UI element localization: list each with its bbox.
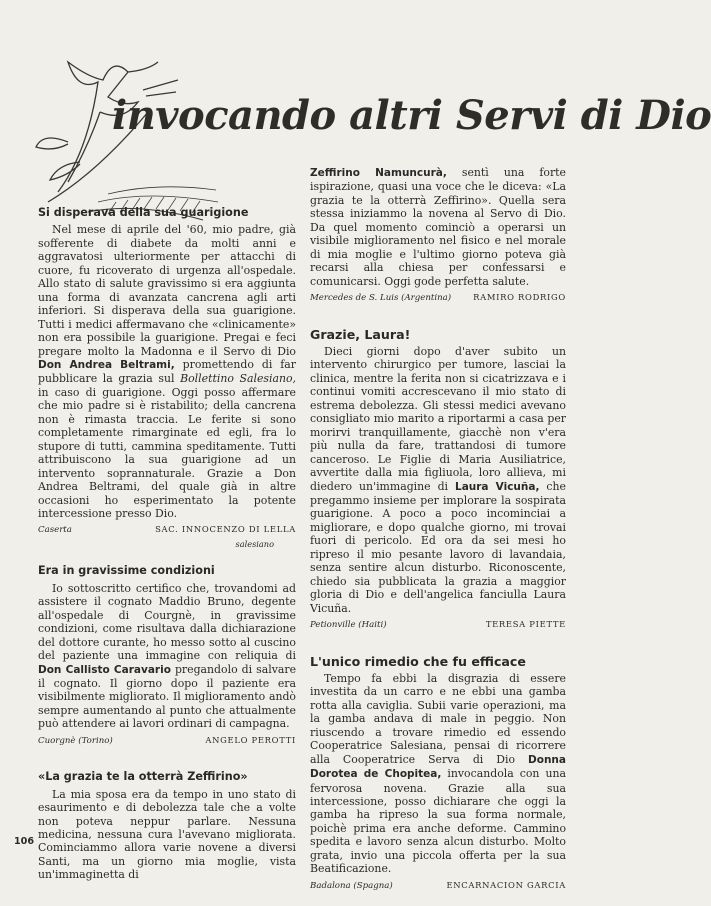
article-title: Si disperava della sua guarigione: [38, 206, 249, 219]
spacer: [38, 551, 296, 564]
article-body: [310, 345, 566, 615]
signature-author: TERESA PIETTE: [485, 619, 566, 630]
signature-place: Badalona (Spagna): [310, 880, 393, 891]
signature-author: SAC. INNOCENZO DI LELLA: [155, 524, 296, 535]
spacer: [38, 748, 296, 770]
signature: [38, 523, 296, 537]
publication-name: Bollettino Salesiano,: [180, 372, 296, 386]
servant-name: Donna Dorotea de Chopitea,: [310, 753, 566, 781]
spacer: [310, 633, 566, 655]
page-headline: invocando altri Servi di Dio: [112, 92, 711, 139]
signature-place: Caserta: [38, 525, 72, 536]
page-number: 106: [14, 836, 35, 847]
body-text: Tempo fa ebbi la disgrazia di essere investita da un carro e ne ebbi una gamba rotta alla caviglia. Subii varie operazioni, ma la gamba andava di male in peggio. Non riuscendo a trovare rimedio ed essendo Cooperatrice Salesiana, pensai di ricorrere alla Cooperatrice Serva di Dio: [310, 671, 566, 766]
signature: [310, 618, 566, 632]
body-text: Dieci giorni dopo d'aver subito un intervento chirurgico per tumore, lasciai la clinica, mentre la ferita non si cicatrizzava e i continui vomiti accrescevano il mio stato di estrema debolezza. Gli stessi medici avevano consigliato mio marito a riportarmi a casa per morirvi tranquillamente, giacchè non v'era più nulla da fare, trattandosi di tumore canceroso. Le Figlie di Maria Ausiliatrice, avvertite dalla mia figliuola, loro allieva, mi diedero un'immagine di: [310, 344, 566, 493]
signature: [310, 879, 566, 893]
body-text: invocandola con una fervorosa novena. Grazie alla sua intercessione, posso dichiarare che oggi la gamba ha ripreso la sua forma normale, poichè prima era anche deforme. Cammino spedita e lavoro senza alcun disturbo. Molto grata, invio una piccola offerta per la sua Beatificazione.: [310, 767, 566, 876]
article-title: L'unico rimedio che fu efficace: [310, 653, 526, 669]
article-body: [38, 582, 296, 731]
signature-author: RAMIRO RODRIGO: [473, 292, 566, 303]
article-title: «La grazia te la otterrà Zeffirino»: [38, 770, 248, 784]
body-text: promettendo di far pubblicare la grazia sul: [38, 357, 296, 386]
article-body: [38, 223, 296, 520]
article-si-disperava: [38, 206, 296, 551]
servant-name: Don Callisto Caravario: [38, 663, 171, 676]
body-text: pregandolo di salvare il cognato. Il giorno dopo il paziente era visibilmente migliorato. Il miglioramento andò sempre aumentando al punto che attualmente può attendere ai lavori ordinari di campagna.: [38, 662, 297, 731]
article-body: [38, 788, 296, 882]
servant-name: Laura Vicuña,: [455, 480, 540, 493]
signature: [310, 291, 566, 305]
body-text: La mia sposa era da tempo in uno stato di esaurimento e di debolezza tale che a volte non poteva neppur parlare. Nessuna medicina, nessuna cura l'avevano migliorata. Cominciammo allora varie novene a diversi Santi, ma un giorno mia moglie, vista un'immaginetta di: [38, 787, 296, 882]
article-zeffirino: [38, 770, 296, 882]
article-unico-rimedio: [310, 655, 566, 894]
signature: [38, 734, 296, 748]
body-text: Io sottoscritto certifico che, trovandomi ad assistere il cognato Maddio Bruno, degente all'ospedale di Courgnè, in gravissime condizioni, come risultava dalla dichiarazione del dottore curante, ho messo sotto al cuscino del paziente una immagine con reliquia di: [38, 581, 296, 663]
body-text: in caso di guarigione. Oggi posso affermare che mio padre si è ristabilito; della cancrena non è rimasta traccia. Le ferite si sono completamente rimarginate ed egli, fra lo stupore di tutti, cammina speditamente. Tutti attribuiscono la sua guarigione ad un intervento soprannaturale. Grazie a Don Andrea Beltrami, del quale già in altre occasioni ho esperimentato la potente intercessione presso Dio.: [38, 385, 296, 520]
signature-place: Petionville (Haiti): [310, 620, 387, 631]
signature-place: Cuorgnè (Torino): [38, 735, 113, 746]
article-body: [310, 672, 566, 876]
signature-role: salesiano: [235, 538, 274, 549]
article-gravissime: [38, 564, 296, 748]
article-body-continued: [310, 166, 566, 288]
body-text: che pregammo insieme per implorare la sospirata guarigione. A poco a poco incominciai a migliorare, e dopo qualche giorno, mi trovai fuori di pericolo. Ed ora da sei mesi ho ripreso il mio pesante lavoro di lavandaia, senza sentire alcun disturbo. Riconoscente, chiedo sia pubblicata la grazia a maggior gloria di Dio e dell'angelica fanciulla Laura Vicuña.: [310, 479, 566, 615]
article-title: Era in gravissime condizioni: [38, 564, 215, 578]
servant-name: Zeffirino Namuncurà,: [310, 167, 447, 179]
body-text: Nel mese di aprile del '60, mio padre, già sofferente di diabete da molti anni e aggravatosi ulteriormente per attacchi di cuore, fu ricoverato di urgenza all'ospedale. Allo stato di salute gravissimo si era aggiunta una forma di avanzata cancrena agli arti inferiori. Si disperava della sua guarigione. Tutti i medici affermavano che «clinicamente» non era possibile la guarigione. Pregai e feci pregare molto la Madonna e il Servo di Dio: [38, 223, 296, 358]
signature-place: Mercedes de S. Luis (Argentina): [310, 293, 452, 304]
left-column: [38, 206, 296, 882]
spacer: [310, 306, 566, 328]
body-text: sentì una forte ispirazione, quasi una voce che le diceva: «La grazia te la otterrà Zeffirino». Quella sera stessa iniziammo la novena al Servo di Dio. Da quel momento cominciò a operarsi un visibile miglioramento nel fisico e nel morale di mia moglie e l'ultimo giorno poteva già recarsi alla chiesa per confessarsi e comunicarsi. Oggi gode perfetta salute.: [310, 166, 566, 288]
right-column: [310, 166, 566, 893]
article-title: Grazie, Laura!: [310, 326, 411, 342]
signature-author: ENCARNACION GARCIA: [446, 879, 566, 890]
signature-author: ANGELO PEROTTI: [205, 734, 296, 745]
servant-name: Don Andrea Beltrami,: [38, 358, 175, 371]
article-grazie-laura: [310, 328, 566, 633]
